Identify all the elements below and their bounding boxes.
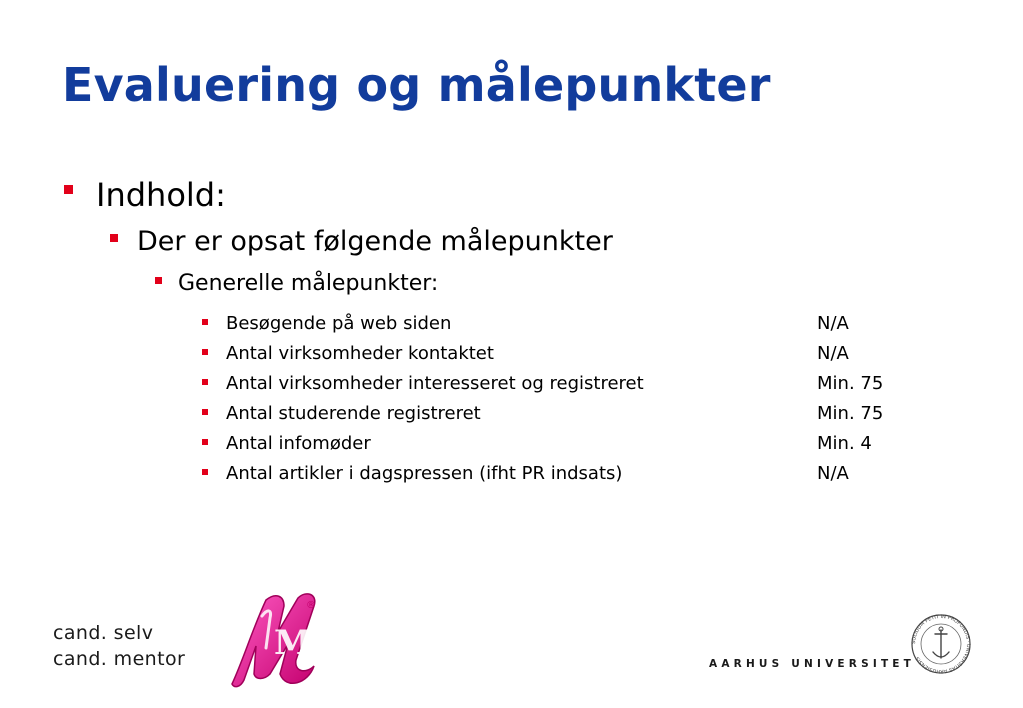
bullet-square-icon [110,234,118,242]
bullet-square-icon [202,319,208,325]
footer-line2: cand. mentor [53,648,186,670]
measurement-item [202,338,883,368]
bullet-square-icon [155,277,162,284]
measurement-name: Antal artikler i dagspressen (ifht PR indsats) [226,462,623,484]
measurement-value: Min. 75 [817,402,884,424]
measurement-item [202,368,883,398]
bullet-square-icon [202,439,208,445]
measurement-list [202,308,883,488]
bullet-square-icon [202,409,208,415]
measurement-name: Antal virksomheder kontaktet [226,342,494,364]
bullet-level3 [155,271,438,296]
seal-text: SOLIDUM PETIT IN PROFUNDIS · UNIVERSITAS ARHUSIENSIS [910,613,972,675]
cand-mentor-m-logo-icon [222,588,334,696]
measurement-value: Min. 75 [817,372,884,394]
registered-mark: ® [306,600,316,611]
bullet-level2 [110,226,613,257]
university-name: AARHUS UNIVERSITET [709,658,916,670]
bullet-level2-text: Der er opsat følgende målepunkter [137,226,613,257]
logo-letter: M [274,623,312,663]
measurement-item [202,428,883,458]
measurement-value: N/A [817,312,849,334]
footer-line1: cand. selv [53,622,154,644]
measurement-name: Antal virksomheder interesseret og registreret [226,372,644,394]
bullet-level1 [64,176,226,214]
bullet-square-icon [202,379,208,385]
measurement-name: Antal infomøder [226,432,371,454]
slide-title: Evaluering og målepunkter [62,58,771,112]
measurement-value: N/A [817,462,849,484]
aarhus-university-seal-icon [905,612,977,676]
measurement-value: N/A [817,342,849,364]
measurement-name: Besøgende på web siden [226,312,452,334]
bullet-level1-text: Indhold: [96,176,226,214]
measurement-item [202,458,883,488]
measurement-value: Min. 4 [817,432,872,454]
measurement-item [202,308,883,338]
bullet-square-icon [64,185,73,194]
footer-tagline [53,620,185,672]
bullet-square-icon [202,349,208,355]
bullet-level3-text: Generelle målepunkter: [178,271,439,296]
measurement-name: Antal studerende registreret [226,402,481,424]
measurement-item [202,398,883,428]
bullet-square-icon [202,469,208,475]
